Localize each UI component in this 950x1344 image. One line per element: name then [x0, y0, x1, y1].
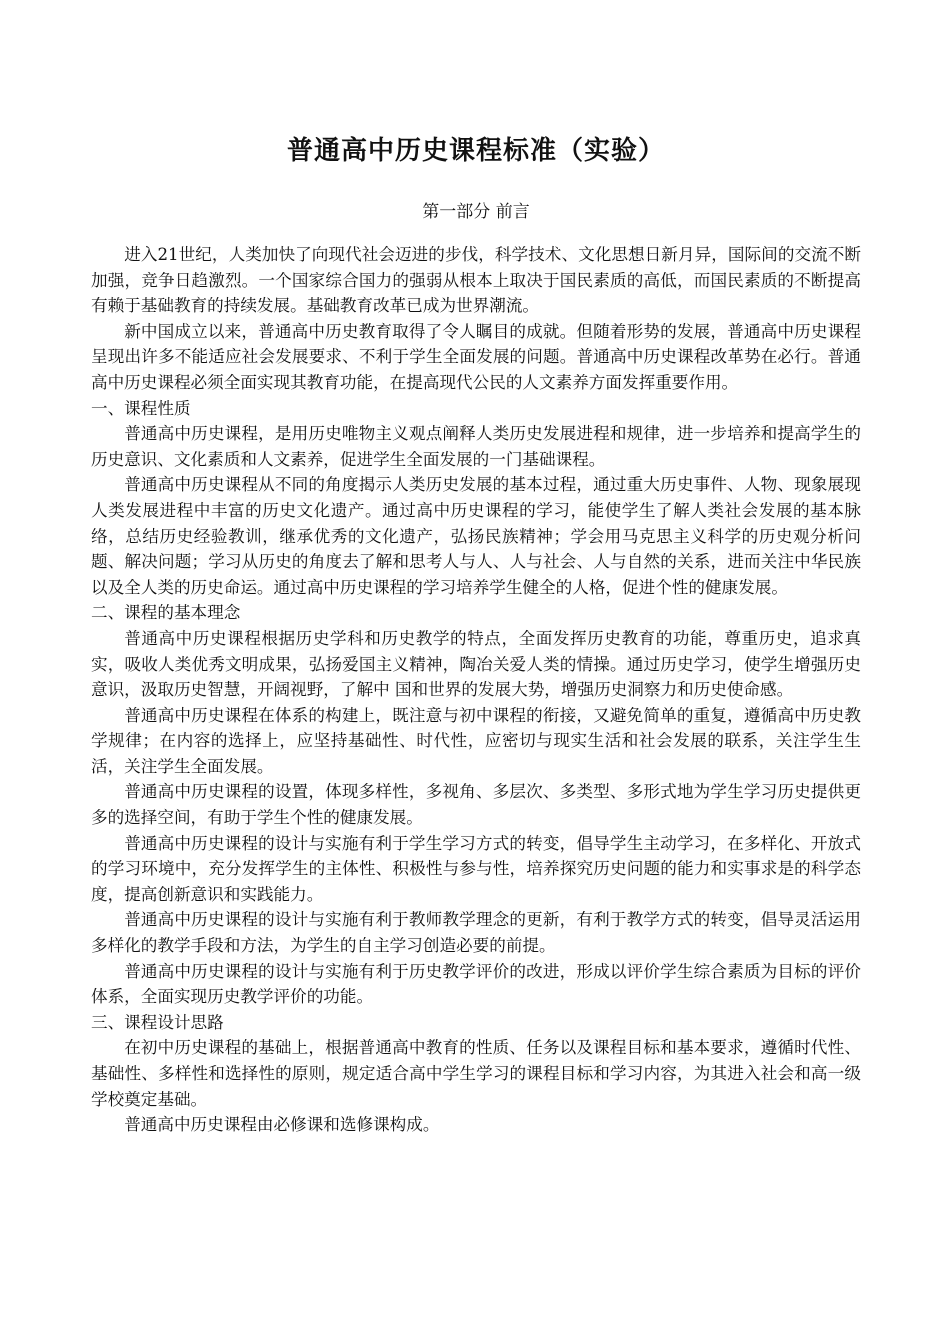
section-heading: 一、课程性质 [91, 398, 191, 418]
paragraph: 普通高中历史课程的设计与实施有利于历史教学评价的改进，形成以评价学生综合素质为目标的评价体系，全面实现历史教学评价的功能。 [91, 961, 861, 1007]
paragraph: 普通高中历史课程的设计与实施有利于学生学习方式的转变，倡导学生主动学习，在多样化、开放式的学习环境中，充分发挥学生的主体性、积极性与参与性，培养探究历史问题的能力和实事求是的科学态度，提高创新意识和实践能力。 [91, 833, 861, 904]
paragraph: 普通高中历史课程的设置，体现多样性，多视角、多层次、多类型、多形式地为学生学习历史提供更多的选择空间，有助于学生个性的健康发展。 [91, 782, 861, 828]
paragraph: 普通高中历史课程的设计与实施有利于教师教学理念的更新，有利于教学方式的转变，倡导灵活运用多样化的教学手段和方法，为学生的自主学习创造必要的前提。 [91, 910, 861, 956]
paragraph: 普通高中历史课程，是用历史唯物主义观点阐释人类历史发展进程和规律，进一步培养和提高学生的历史意识、文化素质和人文素养，促进学生全面发展的一门基础课程。 [91, 424, 861, 469]
paragraph: 普通高中历史课程从不同的角度揭示人类历史发展的基本过程，通过重大历史事件、人物、现象展现人类发展进程中丰富的历史文化遗产。通过高中历史课程的学习，能使学生了解人类社会发展的基本脉络，总结历史经验教训，继承优秀的文化遗产，弘扬民族精神；学会用马克思主义科学的历史观分析问题、解决问题；学习从历史的角度去了解和思考人与人、人与社会、人与自然的关系，进而关注中华民族以及全人类的历史命运。通过高中历史课程的学习培养学生健全的人格，促进个性的健康发展。 [91, 475, 861, 597]
paragraph: 普通高中历史课程由必修课和选修课构成。 [124, 1115, 440, 1135]
document-title: 普通高中历史课程标准（实验） [286, 136, 665, 166]
paragraph: 进入21世纪，人类加快了向现代社会迈进的步伐，科学技术、文化思想日新月异，国际间的交流不断加强，竞争日趋激烈。一个国家综合国力的强弱从根本上取决于国民素质的高低，而国民素质的不断提高有赖于基础教育的持续发展。基础教育改革已成为世界潮流。 [91, 245, 861, 316]
section-heading: 三、课程设计思路 [91, 1012, 224, 1032]
section-heading: 二、课程的基本理念 [91, 603, 241, 623]
paragraph: 新中国成立以来，普通高中历史教育取得了令人瞩目的成就。但随着形势的发展，普通高中历史课程呈现出许多不能适应社会发展要求、不利于学生全面发展的问题。普通高中历史课程改革势在必行。普通高中历史课程必须全面实现其教育功能，在提高现代公民的人文素养方面发挥重要作用。 [91, 321, 861, 392]
section-subtitle: 第一部分 前言 [422, 202, 530, 222]
paragraph: 普通高中历史课程在体系的构建上，既注意与初中课程的衔接，又避免简单的重复，遵循高中历史教学规律；在内容的选择上，应坚持基础性、时代性，应密切与现实生活和社会发展的联系，关注学生生活，关注学生全面发展。 [91, 705, 861, 776]
paragraph: 在初中历史课程的基础上，根据普通高中教育的性质、任务以及课程目标和基本要求，遵循时代性、基础性、多样性和选择性的原则，规定适合高中学生学习的课程目标和学习内容，为其进入社会和高一级学校奠定基础。 [91, 1038, 861, 1109]
paragraph: 普通高中历史课程根据历史学科和历史教学的特点，全面发挥历史教育的功能，尊重历史，追求真实，吸收人类优秀文明成果，弘扬爱国主义精神，陶冶关爱人类的情操。通过历史学习，使学生增强历史意识，汲取历史智慧，开阔视野，了解中 国和世界的发展大势，增强历史洞察力和历史使命感。 [91, 628, 861, 700]
document-body [91, 242, 861, 1138]
